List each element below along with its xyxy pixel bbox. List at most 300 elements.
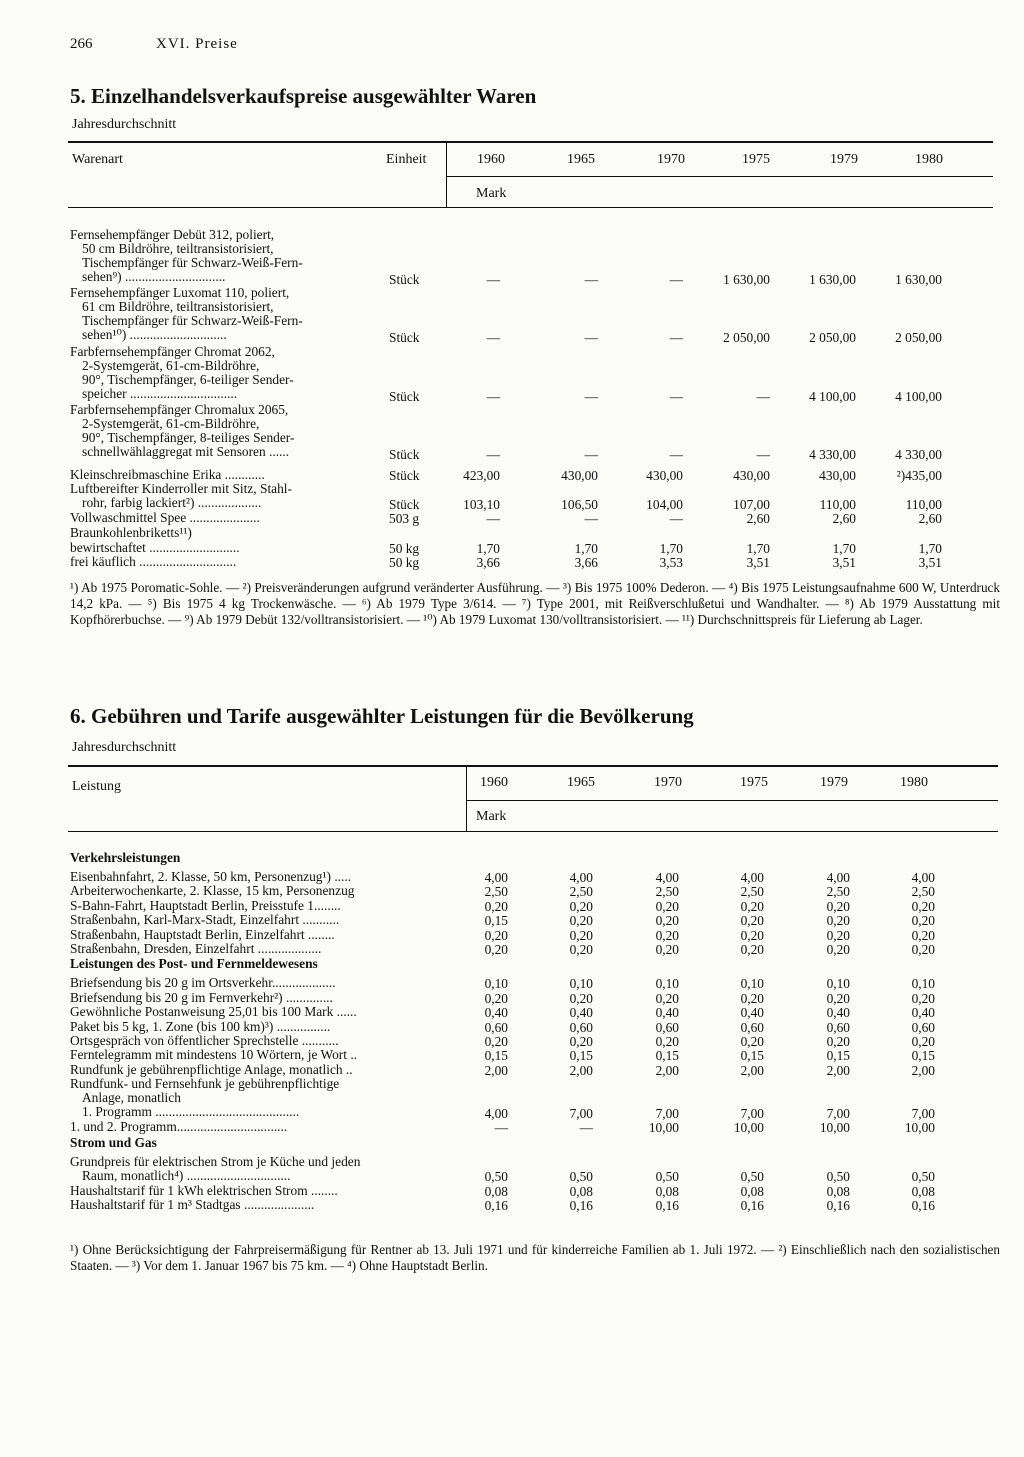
row-label-line: 2-Systemgerät, 61-cm-Bildröhre, xyxy=(82,357,260,373)
table5-unit-header: Einheit xyxy=(386,152,427,167)
table-row xyxy=(70,870,990,884)
cell-value: 1,70 xyxy=(574,540,598,556)
row-label-line: Braunkohlenbriketts¹¹) xyxy=(70,525,192,540)
cell-value: — xyxy=(669,271,683,287)
cell-value: 0,20 xyxy=(740,1034,764,1049)
row-label-line: Rundfunk- und Fernsehfunk je gebührenpflichtige xyxy=(70,1076,340,1092)
row-label-line: S-Bahn-Fahrt, Hauptstadt Berlin, Preisstufe 1........ xyxy=(70,897,341,913)
cell-value: 4,00 xyxy=(826,870,850,885)
cell-value: 0,20 xyxy=(740,898,764,914)
cell-value: 10,00 xyxy=(819,1120,850,1136)
cell-value: 1 630,00 xyxy=(809,271,856,287)
section-heading: Verkehrsleistungen xyxy=(70,850,181,865)
row-label-line: Farbfernsehempfänger Chromat 2062, xyxy=(70,343,275,359)
cell-value: 0,20 xyxy=(655,990,679,1006)
row-label xyxy=(70,228,303,284)
row-label-line: Straßenbahn, Hauptstadt Berlin, Einzelfahrt ........ xyxy=(70,926,335,942)
cell-value: 0,20 xyxy=(826,942,850,957)
row-label xyxy=(70,1120,287,1134)
cell-value: 2,00 xyxy=(911,1062,935,1078)
row-label-line: 2-Systemgerät, 61-cm-Bildröhre, xyxy=(82,416,260,432)
table6-year-header: 1965 xyxy=(567,775,595,790)
cell-value: 0,20 xyxy=(911,927,935,943)
cell-value: 4,00 xyxy=(569,870,593,885)
row-label-line: 90°, Tischempfänger, 8-teiliges Sender- xyxy=(82,430,295,446)
row-label-line: Grundpreis für elektrischen Strom je Küche und jeden xyxy=(70,1153,361,1169)
cell-value: 4,00 xyxy=(484,870,508,885)
row-label-line: schnellwählaggregat mit Sensoren ...... xyxy=(82,444,290,460)
table-row xyxy=(70,1034,990,1048)
cell-value: 430,00 xyxy=(561,467,598,483)
table-row xyxy=(70,468,990,483)
row-label xyxy=(70,991,333,1005)
row-unit: 503 g xyxy=(389,511,420,527)
cell-value: 0,40 xyxy=(911,1005,935,1021)
row-label xyxy=(70,1077,339,1119)
row-label xyxy=(70,1198,314,1212)
cell-value: 0,20 xyxy=(826,1034,850,1049)
cell-value: 0,20 xyxy=(740,913,764,929)
row-label-line: Eisenbahnfahrt, 2. Klasse, 50 km, Personenzug¹) ..... xyxy=(70,869,352,884)
row-label xyxy=(70,942,321,956)
cell-value: 0,20 xyxy=(484,990,508,1006)
cell-value: 107,00 xyxy=(733,496,770,512)
row-label-line: sehen⁹) .............................. xyxy=(82,269,226,284)
cell-value: 0,50 xyxy=(911,1169,935,1185)
table6-year-header: 1975 xyxy=(740,775,768,790)
table-row xyxy=(70,1198,990,1212)
row-label xyxy=(70,286,303,342)
row-label xyxy=(70,511,260,525)
cell-value: 0,50 xyxy=(826,1169,850,1185)
cell-value: 2,60 xyxy=(918,511,942,527)
table5-header-bottom-rule xyxy=(68,207,993,208)
cell-value: 430,00 xyxy=(733,467,770,483)
cell-value: 2,50 xyxy=(484,884,508,900)
cell-value: 10,00 xyxy=(648,1120,679,1136)
table6-currency-label: Mark xyxy=(476,809,507,824)
row-label-line: Raum, monatlich⁴) ............................... xyxy=(82,1167,291,1183)
row-label-line: Gewöhnliche Postanweisung 25,01 bis 100 Mark ...... xyxy=(70,1004,357,1020)
row-label xyxy=(70,526,192,540)
cell-value: 7,00 xyxy=(655,1105,679,1121)
cell-value: 2,50 xyxy=(655,884,679,900)
row-label-line: Kleinschreibmaschine Erika ............ xyxy=(70,466,265,482)
row-unit: Stück xyxy=(389,496,420,512)
row-label-line: Fernsehempfänger Debüt 312, poliert, xyxy=(70,227,275,242)
cell-value: 0,10 xyxy=(484,976,508,992)
table5-title: 5. Einzelhandelsverkaufspreise ausgewählter Waren xyxy=(70,84,537,108)
table-row xyxy=(70,1120,990,1134)
cell-value: 2,50 xyxy=(569,884,593,900)
row-label-line: 50 cm Bildröhre, teiltransistorisiert, xyxy=(82,241,274,256)
row-unit: 50 kg xyxy=(389,555,420,571)
table6-year-header: 1980 xyxy=(900,775,928,790)
cell-value: 103,10 xyxy=(463,496,500,512)
cell-value: 4 330,00 xyxy=(895,446,942,462)
cell-value: ²)435,00 xyxy=(896,467,942,483)
cell-value: 0,15 xyxy=(911,1048,935,1064)
row-label-line: Straßenbahn, Dresden, Einzelfahrt ................... xyxy=(70,941,322,956)
cell-value: 4 330,00 xyxy=(809,446,856,462)
table5-year-header: 1970 xyxy=(657,152,685,167)
cell-value: 0,40 xyxy=(484,1005,508,1021)
row-label-line: 1. Programm ........................................... xyxy=(82,1104,300,1120)
cell-value: 2,00 xyxy=(740,1062,764,1078)
table5-year-header: 1975 xyxy=(742,152,770,167)
cell-value: — xyxy=(486,330,500,346)
cell-value: 430,00 xyxy=(646,467,683,483)
row-unit: Stück xyxy=(389,446,420,462)
table-row xyxy=(70,1048,990,1062)
row-label-line: Briefsendung bis 20 g im Fernverkehr²) .............. xyxy=(70,989,333,1005)
row-label xyxy=(70,913,339,927)
cell-value: 2,50 xyxy=(826,884,850,900)
cell-value: 0,40 xyxy=(826,1005,850,1021)
cell-value: 3,66 xyxy=(574,555,598,571)
cell-value: 0,16 xyxy=(911,1198,935,1213)
cell-value: 0,20 xyxy=(826,990,850,1006)
row-label-line: Haushaltstarif für 1 m³ Stadtgas ..................... xyxy=(70,1197,315,1212)
cell-value: 106,50 xyxy=(561,496,598,512)
table-row xyxy=(70,1020,990,1034)
row-label-line: sehen¹⁰) ............................. xyxy=(82,327,227,343)
cell-value: — xyxy=(584,446,598,462)
cell-value: 0,40 xyxy=(740,1005,764,1021)
row-label-line: bewirtschaftet ........................... xyxy=(70,539,240,555)
cell-value: 0,20 xyxy=(740,927,764,943)
cell-value: 0,16 xyxy=(740,1198,764,1213)
cell-value: 0,60 xyxy=(484,1019,508,1035)
cell-value: 1,70 xyxy=(476,540,500,556)
cell-value: 0,20 xyxy=(826,927,850,943)
table-row xyxy=(70,899,990,913)
cell-value: 0,20 xyxy=(655,898,679,914)
table-row xyxy=(70,1077,990,1120)
cell-value: 0,08 xyxy=(826,1183,850,1199)
table-row xyxy=(70,555,990,570)
cell-value: 0,10 xyxy=(826,976,850,992)
row-label-line: speicher ................................ xyxy=(82,385,238,401)
table5-footnotes: ¹) Ab 1975 Poromatic-Sohle. — ²) Preisveränderungen aufgrund veränderter Ausführung. — ³) Bis 1975 100% Dederon. — ⁴) Bis 1975 Leistungsaufnahme 600 W, Unterdruck 14,2 kPa. — ⁵) Bis 1975 4 kg Trockenwäsche. — ⁶) Ab 1979 Type 3/614. — ⁷) Type 2001, mit Reißverschlußetui und Wandhalter. — ⁸) Ab 1979 Ausstattung mit Kopfhörerbuchse. — ⁹) Ab 1979 Debüt 132/volltransistorisiert. — ¹⁰) Ab 1979 Luxomat 130/volltransistorisiert. — ¹¹) Durchschnittspreis für Lieferung ab Lager. xyxy=(70,580,1000,627)
table-row xyxy=(70,976,990,990)
table5-subtitle: Jahresdurchschnitt xyxy=(72,117,177,132)
row-label xyxy=(70,1034,339,1048)
table-row xyxy=(70,991,990,1005)
table5-col-label: Warenart xyxy=(72,152,123,167)
row-label-line: Ortsgespräch von öffentlicher Sprechstelle ........... xyxy=(70,1033,339,1048)
cell-value: 10,00 xyxy=(904,1120,935,1136)
row-label-line: frei käuflich ............................. xyxy=(70,554,237,570)
row-label-line: Farbfernsehempfänger Chromalux 2065, xyxy=(70,402,289,418)
row-label-line: 61 cm Bildröhre, teiltransistorisiert, xyxy=(82,299,274,315)
cell-value: 3,51 xyxy=(918,555,942,571)
table-row xyxy=(70,913,990,927)
cell-value: — xyxy=(579,1120,593,1136)
cell-value: 0,20 xyxy=(569,898,593,914)
table5-year-header: 1979 xyxy=(830,152,858,167)
table-row xyxy=(70,1005,990,1019)
cell-value: 0,16 xyxy=(484,1198,508,1213)
cell-value: 0,08 xyxy=(655,1183,679,1199)
row-label xyxy=(70,1063,353,1077)
table5-year-header: 1960 xyxy=(477,152,505,167)
row-label-line: Rundfunk je gebührenpflichtige Anlage, monatlich .. xyxy=(70,1061,353,1077)
cell-value: — xyxy=(486,511,500,527)
row-label xyxy=(70,482,292,510)
cell-value: 0,50 xyxy=(740,1169,764,1185)
row-label-line: Straßenbahn, Karl-Marx-Stadt, Einzelfahrt ........... xyxy=(70,912,340,928)
table-row xyxy=(70,345,990,403)
row-label xyxy=(70,468,265,482)
cell-value: 4 100,00 xyxy=(809,388,856,404)
table-row xyxy=(70,541,990,556)
cell-value: 3,51 xyxy=(746,555,770,571)
cell-value: 430,00 xyxy=(819,467,856,483)
section-heading: Leistungen des Post- und Fernmeldewesens xyxy=(70,956,318,972)
cell-value: 0,20 xyxy=(484,1034,508,1049)
cell-value: 0,50 xyxy=(655,1169,679,1185)
cell-value: 0,16 xyxy=(826,1198,850,1213)
row-label xyxy=(70,928,335,942)
row-label xyxy=(70,403,294,459)
cell-value: 4,00 xyxy=(484,1105,508,1121)
row-label-line: 1. und 2. Programm................................. xyxy=(70,1119,288,1135)
cell-value: 0,15 xyxy=(484,913,508,929)
cell-value: 0,16 xyxy=(655,1198,679,1213)
cell-value: — xyxy=(669,446,683,462)
cell-value: 0,20 xyxy=(826,913,850,929)
cell-value: 1,70 xyxy=(746,540,770,556)
cell-value: 1,70 xyxy=(659,540,683,556)
table5-year-header: 1965 xyxy=(567,152,595,167)
cell-value: 0,50 xyxy=(484,1169,508,1185)
cell-value: 4,00 xyxy=(655,870,679,885)
cell-value: 0,20 xyxy=(911,913,935,929)
row-label xyxy=(70,1155,360,1183)
cell-value: 2,00 xyxy=(655,1062,679,1078)
cell-value: 7,00 xyxy=(911,1105,935,1121)
cell-value: 2,00 xyxy=(569,1062,593,1078)
cell-value: 3,66 xyxy=(476,555,500,571)
row-label xyxy=(70,1048,357,1062)
row-label-line: Haushaltstarif für 1 kWh elektrischen Strom ........ xyxy=(70,1182,338,1198)
cell-value: 0,16 xyxy=(569,1198,593,1213)
cell-value: 0,20 xyxy=(740,990,764,1006)
cell-value: 0,20 xyxy=(484,927,508,943)
table6-footnotes: ¹) Ohne Berücksichtigung der Fahrpreisermäßigung für Rentner ab 13. Juli 1971 und für kinderreiche Familien ab 1. Juli 1972. — ²) Einschließlich nach den sozialistischen Staaten. — ³) Vor dem 1. Januar 1967 bis 75 km. — ⁴) Ohne Hauptstadt Berlin. xyxy=(70,1242,1000,1273)
cell-value: 2 050,00 xyxy=(809,330,856,346)
cell-value: 0,20 xyxy=(655,1034,679,1049)
row-unit: Stück xyxy=(389,330,420,346)
cell-value: 423,00 xyxy=(463,467,500,483)
cell-value: 0,20 xyxy=(569,990,593,1006)
cell-value: — xyxy=(584,271,598,287)
row-label xyxy=(70,1184,338,1198)
cell-value: 2,60 xyxy=(832,511,856,527)
cell-value: 0,60 xyxy=(911,1019,935,1035)
cell-value: 3,51 xyxy=(832,555,856,571)
cell-value: — xyxy=(494,1120,508,1136)
row-label-line: Tischempfänger für Schwarz-Weiß-Fern- xyxy=(82,313,303,329)
cell-value: 0,10 xyxy=(655,976,679,992)
cell-value: — xyxy=(756,388,770,404)
cell-value: 0,20 xyxy=(655,913,679,929)
cell-value: 0,15 xyxy=(740,1048,764,1064)
row-label-line: Fernsehempfänger Luxomat 110, poliert, xyxy=(70,285,290,301)
cell-value: 0,15 xyxy=(569,1048,593,1064)
table6-year-header: 1979 xyxy=(820,775,848,790)
row-label-line: Luftbereifter Kinderroller mit Sitz, Stahl- xyxy=(70,481,292,497)
cell-value: 0,20 xyxy=(826,898,850,914)
cell-value: — xyxy=(584,330,598,346)
table6-top-rule xyxy=(68,765,998,767)
cell-value: 10,00 xyxy=(733,1120,764,1136)
cell-value: 0,15 xyxy=(655,1048,679,1064)
table6-title: 6. Gebühren und Tarife ausgewählter Leistungen für die Bevölkerung xyxy=(70,704,694,728)
cell-value: 0,20 xyxy=(740,942,764,957)
row-label xyxy=(70,884,354,898)
row-label-line: Ferntelegramm mit mindestens 10 Wörtern, je Wort .. xyxy=(70,1047,358,1063)
cell-value: 2,60 xyxy=(746,511,770,527)
row-label xyxy=(70,345,294,401)
row-label-line: Tischempfänger für Schwarz-Weiß-Fern- xyxy=(82,255,303,270)
row-label-line: Vollwaschmittel Spee ..................... xyxy=(70,510,260,526)
cell-value: 0,08 xyxy=(569,1183,593,1199)
cell-value: 0,10 xyxy=(740,976,764,992)
cell-value: 0,20 xyxy=(484,942,508,957)
page-header xyxy=(70,36,238,53)
cell-value: 7,00 xyxy=(740,1105,764,1121)
table6-year-header: 1970 xyxy=(654,775,682,790)
row-unit: Stück xyxy=(389,388,420,404)
cell-value: 2 050,00 xyxy=(895,330,942,346)
table-row xyxy=(70,482,990,511)
cell-value: 4,00 xyxy=(911,870,935,885)
cell-value: — xyxy=(486,388,500,404)
cell-value: — xyxy=(756,446,770,462)
cell-value: 0,15 xyxy=(826,1048,850,1064)
table-row xyxy=(70,942,990,956)
table-row xyxy=(70,228,990,286)
cell-value: 0,20 xyxy=(911,990,935,1006)
cell-value: 0,08 xyxy=(484,1183,508,1199)
cell-value: 0,20 xyxy=(484,898,508,914)
row-label-line: Anlage, monatlich xyxy=(82,1090,181,1106)
row-label-line: Briefsendung bis 20 g im Ortsverkehr................... xyxy=(70,975,336,991)
cell-value: 0,20 xyxy=(911,1034,935,1049)
row-label xyxy=(70,976,336,990)
table6-col-label: Leistung xyxy=(72,779,121,794)
cell-value: 0,20 xyxy=(911,898,935,914)
page-number: 266 xyxy=(70,36,93,52)
cell-value: 0,20 xyxy=(569,927,593,943)
cell-value: — xyxy=(669,388,683,404)
row-label xyxy=(70,899,341,913)
row-label-line: 90°, Tischempfänger, 6-teiliger Sender- xyxy=(82,371,294,387)
table5-year-header: 1980 xyxy=(915,152,943,167)
table5-currency-label: Mark xyxy=(476,186,507,201)
cell-value: 4 100,00 xyxy=(895,388,942,404)
cell-value: 0,60 xyxy=(826,1019,850,1035)
cell-value: — xyxy=(669,511,683,527)
cell-value: 0,60 xyxy=(569,1019,593,1035)
cell-value: 3,53 xyxy=(659,555,683,571)
table-row xyxy=(70,511,990,526)
row-label xyxy=(70,1020,330,1034)
row-label-line: rohr, farbig lackiert²) ................... xyxy=(82,495,262,511)
row-label-line: Arbeiterwochenkarte, 2. Klasse, 15 km, Personenzug xyxy=(70,883,355,899)
cell-value: — xyxy=(584,388,598,404)
row-label-line: Paket bis 5 kg, 1. Zone (bis 100 km)³) ................ xyxy=(70,1018,331,1034)
cell-value: 1,70 xyxy=(918,540,942,556)
cell-value: 0,20 xyxy=(655,927,679,943)
cell-value: 7,00 xyxy=(826,1105,850,1121)
table-row xyxy=(70,1155,990,1184)
cell-value: — xyxy=(486,271,500,287)
table-row xyxy=(70,1063,990,1077)
row-label xyxy=(70,541,240,555)
table-row xyxy=(70,403,990,461)
row-label xyxy=(70,555,236,569)
cell-value: 2 050,00 xyxy=(723,330,770,346)
cell-value: 110,00 xyxy=(819,496,856,512)
cell-value: 0,60 xyxy=(655,1019,679,1035)
section-heading: Strom und Gas xyxy=(70,1134,157,1150)
cell-value: 4,00 xyxy=(740,870,764,885)
table6-year-header: 1960 xyxy=(480,775,508,790)
table-row xyxy=(70,1184,990,1198)
cell-value: 0,10 xyxy=(911,976,935,992)
table-row xyxy=(70,884,990,898)
cell-value: 0,15 xyxy=(484,1048,508,1064)
cell-value: — xyxy=(486,446,500,462)
row-unit: 50 kg xyxy=(389,540,420,556)
cell-value: 0,20 xyxy=(569,1034,593,1049)
cell-value: 0,60 xyxy=(740,1019,764,1035)
cell-value: 0,20 xyxy=(655,942,679,957)
cell-value: 7,00 xyxy=(569,1105,593,1121)
cell-value: 0,40 xyxy=(569,1005,593,1021)
cell-value: 2,00 xyxy=(484,1062,508,1078)
cell-value: — xyxy=(584,511,598,527)
cell-value: 1 630,00 xyxy=(723,271,770,287)
table6-mid-rule xyxy=(466,800,998,801)
cell-value: 2,00 xyxy=(826,1062,850,1078)
cell-value: 0,20 xyxy=(911,942,935,957)
cell-value: 0,20 xyxy=(569,913,593,929)
cell-value: 0,08 xyxy=(911,1183,935,1199)
cell-value: 1 630,00 xyxy=(895,271,942,287)
row-unit: Stück xyxy=(389,467,420,483)
table-row xyxy=(70,286,990,344)
cell-value: 0,50 xyxy=(569,1169,593,1185)
cell-value: 2,50 xyxy=(911,884,935,900)
table6-subtitle: Jahresdurchschnitt xyxy=(72,740,177,755)
row-label xyxy=(70,1005,357,1019)
cell-value: 110,00 xyxy=(905,496,942,512)
cell-value: 0,40 xyxy=(655,1005,679,1021)
cell-value: 2,50 xyxy=(740,884,764,900)
cell-value: 1,70 xyxy=(832,540,856,556)
row-unit: Stück xyxy=(389,271,420,287)
cell-value: 0,20 xyxy=(569,942,593,957)
cell-value: 0,08 xyxy=(740,1183,764,1199)
row-label xyxy=(70,870,351,884)
running-title: XVI. Preise xyxy=(156,36,238,52)
table-row xyxy=(70,526,990,541)
table5-mid-rule xyxy=(446,176,993,177)
